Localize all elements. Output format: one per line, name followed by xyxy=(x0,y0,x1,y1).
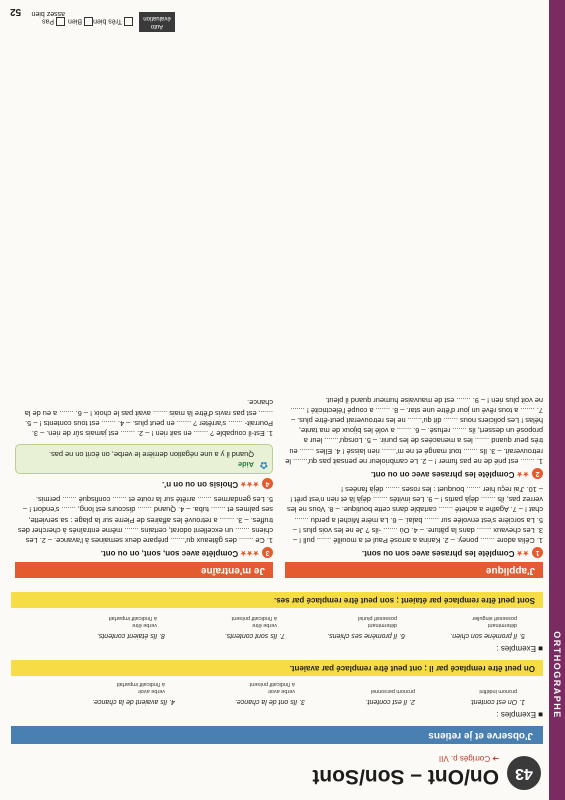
exercise-2-title: Complète les phrases avec on ou ont. xyxy=(370,469,515,479)
applique-bar: J'applique xyxy=(285,562,543,578)
checkbox-icon xyxy=(84,17,93,26)
gloss-6: déterminant possessif pluriel xyxy=(357,615,397,628)
exercise-2-heading xyxy=(285,468,543,479)
option-label: Pas assez bien xyxy=(31,10,65,25)
entraine-column xyxy=(15,392,273,578)
option-label: Très bien xyxy=(93,17,122,25)
option-pas-assez-bien[interactable] xyxy=(25,10,65,26)
applique-column xyxy=(285,389,543,578)
checkbox-icon xyxy=(124,17,133,26)
lesson-number: 43 xyxy=(507,756,541,790)
difficulty-stars: ★★ xyxy=(516,469,529,477)
exercise-3-title: Complète avec son, sont, on ou ont. xyxy=(100,549,239,558)
lesson-title: On/Ont – Son/Sont xyxy=(312,765,499,788)
gloss-4: verbe avoir à l'indicatif imparfait xyxy=(116,681,165,694)
exercise-3-number: 3 xyxy=(262,547,273,558)
gloss-5: déterminant possessif singulier xyxy=(472,615,517,628)
rule-son-sont: Sont peut être remplacé par étaient ; son peut être remplacé par ses. xyxy=(11,592,543,608)
option-bien[interactable] xyxy=(68,17,93,26)
corriges-link[interactable]: ➔ Corrigés p. VII xyxy=(438,754,499,763)
gloss-1: pronom indéfini xyxy=(479,688,517,694)
option-tres-bien[interactable] xyxy=(93,17,133,26)
difficulty-stars: ★★ xyxy=(516,549,529,556)
observe-bar: J'observe et je retiens xyxy=(11,726,543,744)
side-label: ORTHOGRAPHE xyxy=(552,631,562,719)
gloss-7: verbe être à l'indicatif présent xyxy=(231,615,277,628)
examples-label: ■ Exemples : xyxy=(496,710,543,719)
example-3: 3. Ils ont de la chance. xyxy=(234,698,305,705)
lesson-header xyxy=(11,750,541,792)
exercise-4-title: Choisis on ou on n'. xyxy=(162,479,239,489)
exercise-2-number: 2 xyxy=(532,468,543,479)
page-number: 52 xyxy=(10,6,22,17)
exercise-1-heading xyxy=(285,547,543,558)
example-2: 2. Il est content. xyxy=(365,698,415,705)
exercise-4-text: 1. Est-il coupable ? ....... en sait rien ! – 2. ....... est jamais sûr de rien. – 3. Pourrait- ....... s'arrêter ? ....... en peut plus. – 4. ....... est tous contents ! – 5. ....... est pas ravis d'être là mais ....... avait pas le choix ! – 6. ....... a eu de la chance. xyxy=(24,398,273,438)
help-icon: ✿ xyxy=(259,458,268,470)
example-1: 1. On est content. xyxy=(469,698,525,705)
examples-label-2: ■ Exemples : xyxy=(496,644,543,653)
exercise-1-text: 1. Célia adore ....... poney. – 2. Karina a arrosé Paul et a mouillé ....... pull ! – 3. Les chevaux ....... dans la pâture. – 4. Où ....... -ils ? Je ne les vois plus ! – 5. La sorcière s'est envolée sur ....... balai. – 6. La mère Michel a perdu ....... chat ! – 7. Agathe a acheté ....... cartable dans cette boutique. – 8. Vous ne les verrez pas, ils ....... déjà partis ! – 9. Les invités ....... déjà là et rien n'est prêt ! – 10. J'ai reçu hier ....... bouquet : les roses ....... déjà fanées ! xyxy=(287,484,543,545)
example-6: 6. Il promène ses chiens. xyxy=(327,632,405,639)
entraine-bar: Je m'entraîne xyxy=(15,562,273,578)
exercise-4-number: 4 xyxy=(262,478,273,489)
exercise-1-number: 1 xyxy=(532,547,543,558)
self-evaluation xyxy=(25,8,175,36)
gloss-2: pronom personnel xyxy=(370,688,415,694)
difficulty-stars: ★★★ xyxy=(240,479,259,487)
aide-label: Aide xyxy=(237,459,254,469)
example-7: 7. Ils sont contents. xyxy=(224,632,285,639)
rule-on-ont: On peut être remplacé par il ; ont peut être remplacé par avaient. xyxy=(11,660,543,676)
example-4: 4. Ils avaient de la chance. xyxy=(92,698,175,705)
exercise-1-title: Complète les phrases avec son ou sont. xyxy=(361,549,515,558)
option-label: Bien xyxy=(67,17,82,25)
exercise-4-heading xyxy=(15,478,273,489)
side-band xyxy=(549,0,565,800)
gloss-3: verbe avoir à l'indicatif présent xyxy=(249,681,295,694)
aide-box xyxy=(15,444,273,474)
exercise-3-heading xyxy=(15,547,273,558)
gloss-8: verbe être à l'indicatif imparfait xyxy=(108,615,157,628)
difficulty-stars: ★★★ xyxy=(240,549,259,556)
example-8: 8. Ils étaient contents. xyxy=(96,632,165,639)
checkbox-icon xyxy=(56,17,65,26)
aide-text: Quand il y a une négation derrière le verbe, on écrit on ne pas. xyxy=(48,449,254,459)
exercise-2-text: 1. ....... est prié de ne pas fumer ! – 2. Le cambrioleur ne pensait pas qu'....... le retrouverait. – 3. Ils ....... tout mangé et ne m'....... rien laissé ! 4. Elles ....... eu très peur quand ....... les a menacées de les punir. – 5. Lorsqu'....... leur a proposé un dessert, ils ....... refusé. – 6. ....... a volé les bijoux de ma tante, hélas ! Les policiers nous ....... dit qu'....... ne les retrouverait peut-être plus. – 7. ....... a tous rêvé un jour d'être une star. – 8. ....... a coupé l'électricité ! ....... ne voit plus rien ! – 9. ....... est de mauvaise humeur quand il pleut. xyxy=(285,395,543,466)
example-5: 5. Il promène son chien. xyxy=(450,632,525,639)
self-evaluation-label: Auto évaluation xyxy=(139,12,175,32)
exercise-3-text: 1. Ce ....... des gâteaux qu'....... prépare deux semaines à l'avance. – 2. Les chiens ....... un excellent odorat, certains ....... même entraînés à chercher des truffes. – 3. ....... a retrouvé les affaires de Pierre sur la plage : sa serviette, ses palmes et ....... tuba. – 4. Quand ....... discours est long, ....... s'endort ! – 5. Les gendarmes ....... arrêté sur la route et ....... confisqué ....... permis. xyxy=(17,495,273,545)
